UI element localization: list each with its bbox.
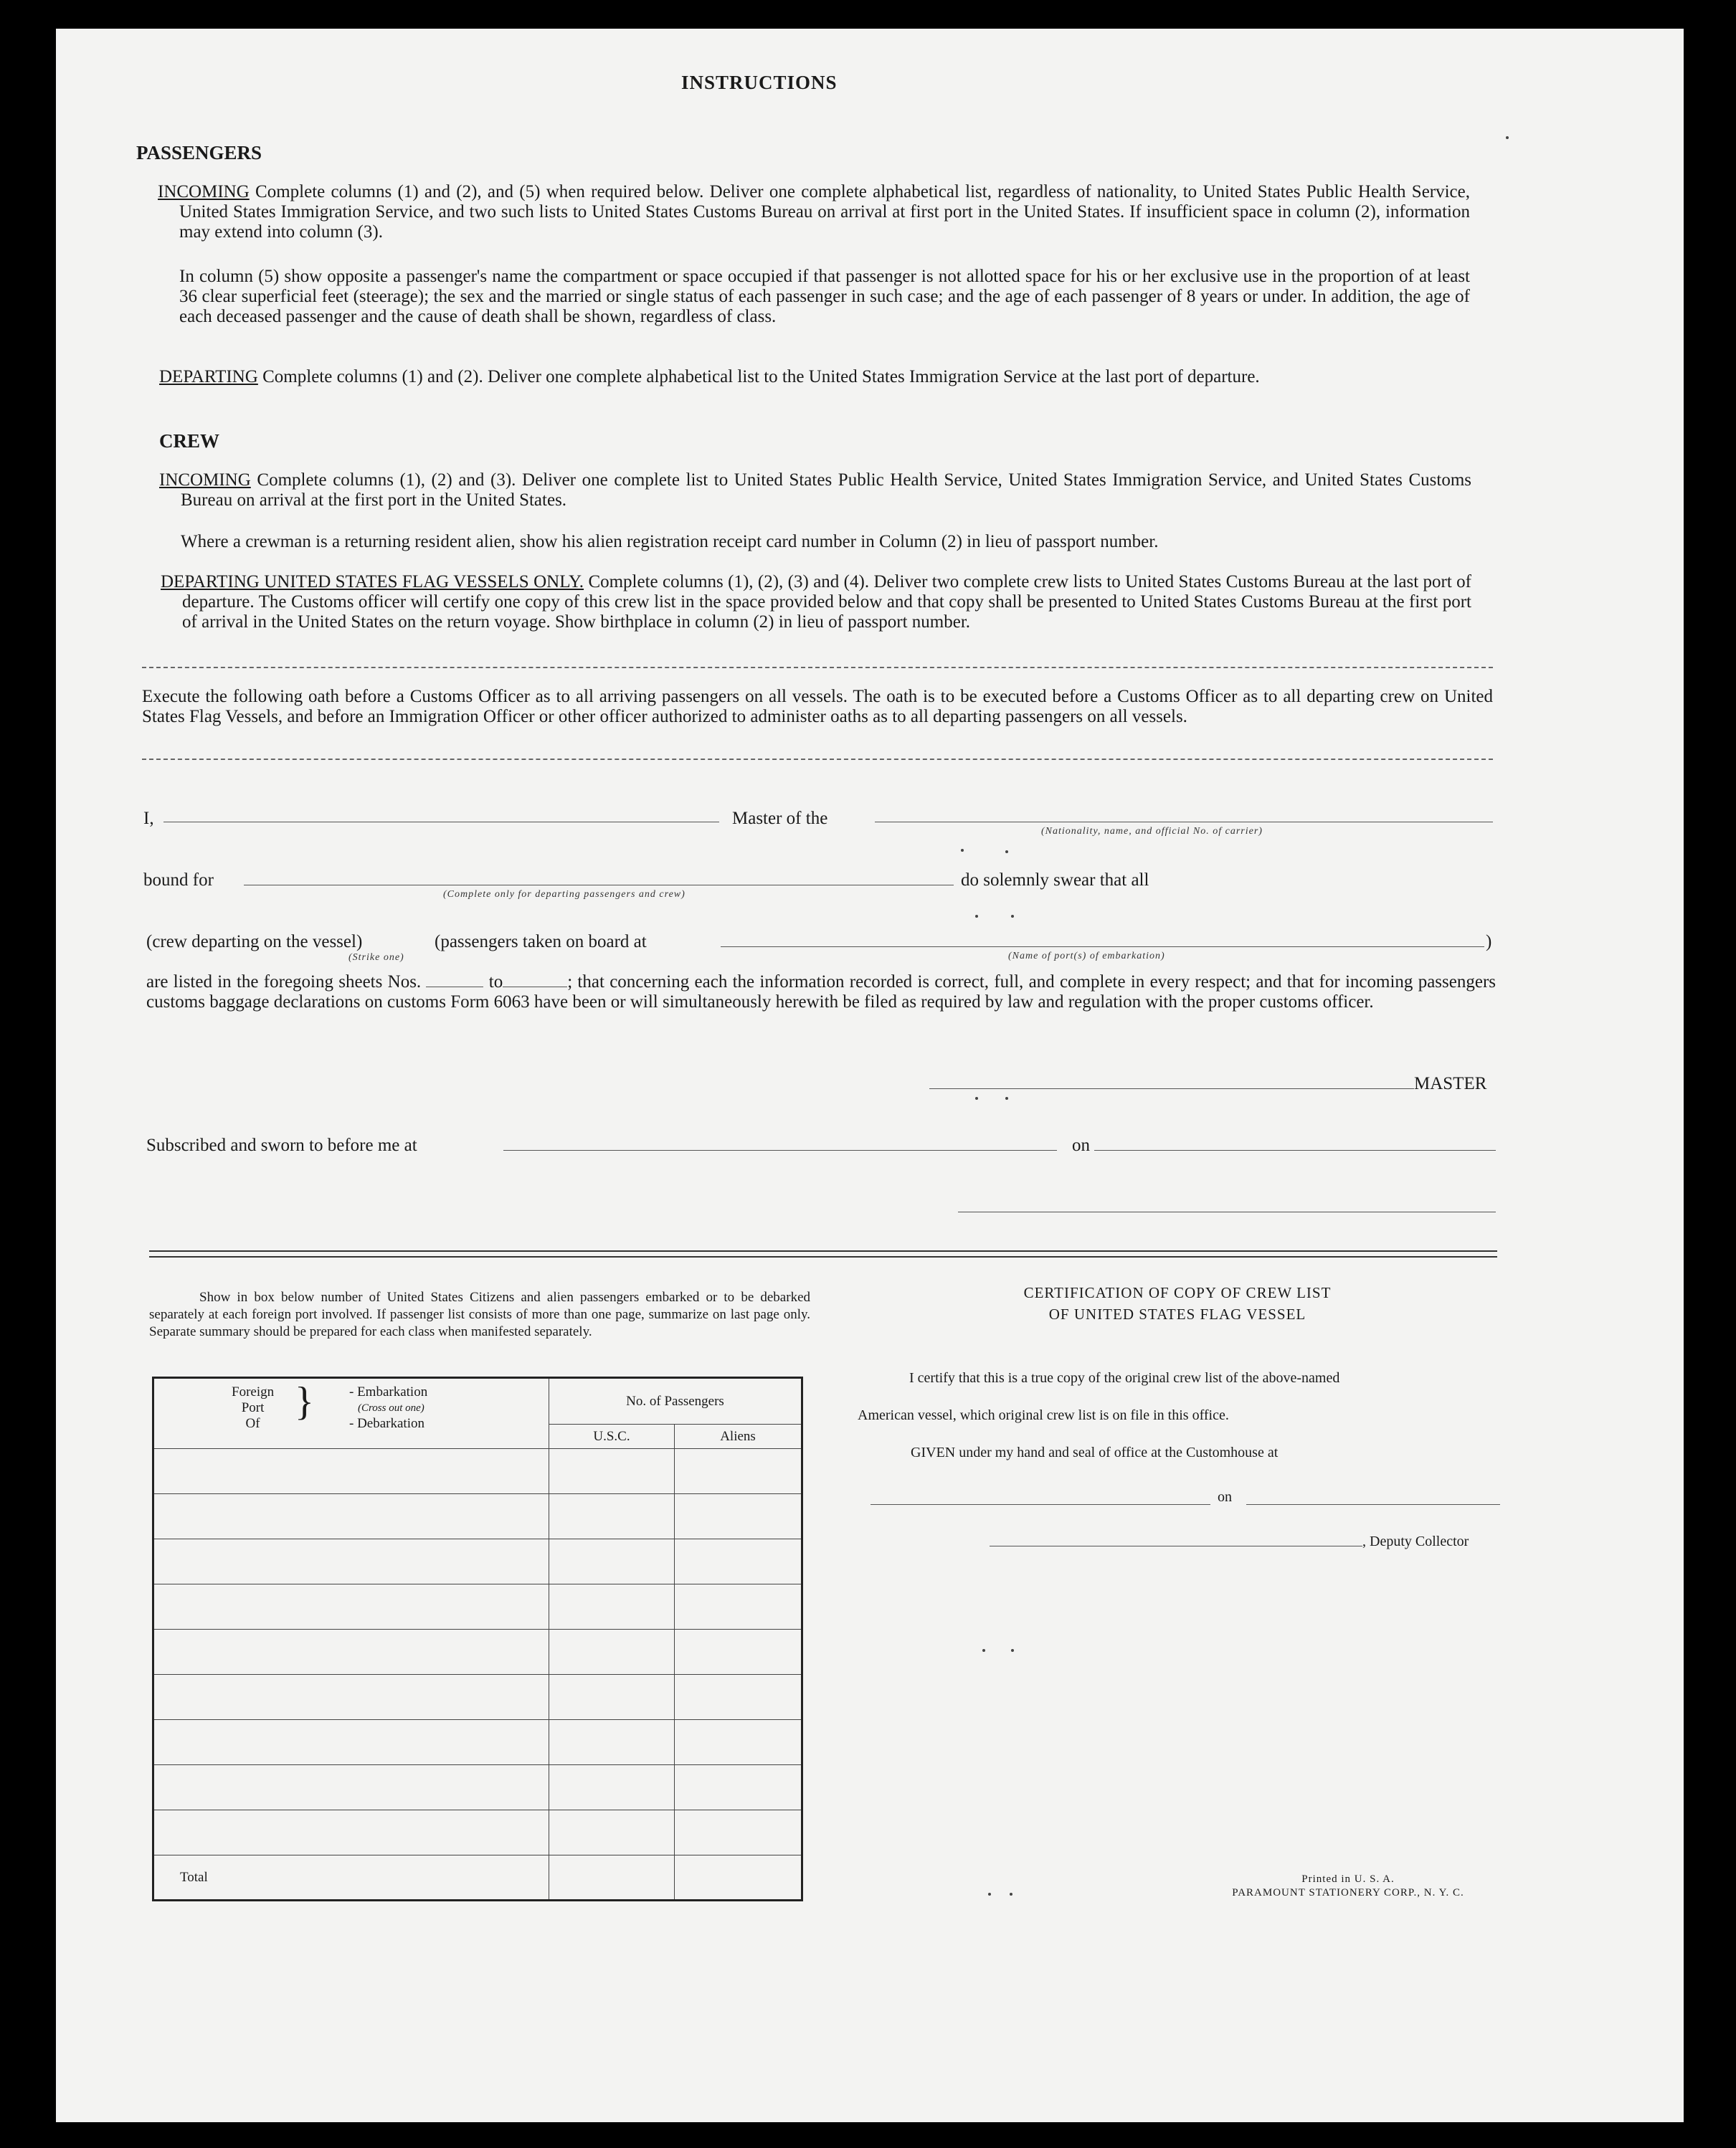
- deputy-collector-label: , Deputy Collector: [1362, 1534, 1469, 1549]
- speck: [1506, 136, 1509, 139]
- oath-i-label: I,: [143, 809, 154, 828]
- speck: [975, 915, 978, 918]
- aliens-total-cell[interactable]: [675, 1855, 802, 1901]
- aliens-cell[interactable]: [675, 1675, 802, 1720]
- usc-cell[interactable]: [549, 1765, 675, 1810]
- crew-heading: CREW: [159, 430, 220, 452]
- aliens-cell[interactable]: [675, 1494, 802, 1539]
- usc-cell[interactable]: [549, 1449, 675, 1494]
- strike-one-caption: (Strike one): [348, 952, 404, 963]
- aliens-cell[interactable]: [675, 1720, 802, 1765]
- embark-debark-options[interactable]: - Embarkation (Cross out one) - Debarkation: [349, 1384, 428, 1431]
- speck: [1005, 850, 1008, 853]
- listed-text-1: are listed in the foregoing sheets Nos.: [146, 972, 422, 992]
- passengers-departing-text: Complete columns (1) and (2). Deliver one complete alphabetical list to the United States Immigration Service at the last port of departure.: [257, 367, 1260, 386]
- port-cell[interactable]: [153, 1765, 549, 1810]
- speck: [1010, 1893, 1012, 1896]
- double-rule-top: [149, 1250, 1497, 1252]
- summary-instructions: Show in box below number of United States Citizens and alien passengers embarked or to be debarked separately at each foreign port involved. If passenger list consists of more than one page, summarize on last page only. Separate summary should be prepared for each class when manifested separately.: [149, 1290, 810, 1339]
- aliens-cell[interactable]: [675, 1630, 802, 1675]
- crew-departing-text: Complete columns (1), (2), (3) and (4). Deliver two complete crew lists to United States Customs Bureau at the last port of departure. The Customs officer will certify one copy of this crew list in the space provided below and that copy shall be presented to United States Customs Bureau at the first port of arrival in the United States on the return voyage. Show birthplace in column (2) in lieu of passport number.: [182, 572, 1471, 632]
- divider: [142, 667, 1493, 668]
- speck: [975, 1097, 978, 1100]
- passenger-summary-table: [152, 1377, 803, 1901]
- customhouse-field[interactable]: [871, 1504, 1210, 1505]
- given-text: GIVEN under my hand and seal of office at the Customhouse at: [911, 1445, 1279, 1460]
- sworn-date-field[interactable]: [1094, 1150, 1496, 1151]
- usc-cell[interactable]: [549, 1584, 675, 1630]
- master-of-the-label: Master of the: [732, 809, 828, 828]
- certify-text-1: I certify that this is a true copy of the original crew list of the above-named: [909, 1370, 1340, 1386]
- sworn-location-field[interactable]: [503, 1150, 1057, 1151]
- usc-header: U.S.C.: [549, 1425, 675, 1449]
- passengers-departing-label: DEPARTING: [159, 367, 258, 386]
- port-cell[interactable]: [153, 1630, 549, 1675]
- master-signature-field[interactable]: [929, 1088, 1414, 1089]
- no-of-passengers-header: No. of Passengers: [549, 1378, 802, 1425]
- foreign-port-header: [153, 1378, 549, 1449]
- usc-cell[interactable]: [549, 1494, 675, 1539]
- speck: [1011, 915, 1014, 918]
- port-cell[interactable]: [153, 1810, 549, 1855]
- double-rule-bottom: [149, 1256, 1497, 1258]
- passengers-heading: PASSENGERS: [136, 142, 262, 163]
- passengers-incoming-instructions: [158, 182, 1470, 242]
- usc-total-cell[interactable]: [549, 1855, 675, 1901]
- aliens-cell[interactable]: [675, 1810, 802, 1855]
- crewman-instructions: Where a crewman is a returning resident alien, show his alien registration receipt card number in Column (2) in lieu of passport number.: [181, 532, 1159, 551]
- speck: [982, 1649, 985, 1652]
- aliens-cell[interactable]: [675, 1765, 802, 1810]
- bound-for-label: bound for: [143, 870, 214, 890]
- aliens-cell[interactable]: [675, 1449, 802, 1494]
- speck: [961, 849, 964, 852]
- usc-cell[interactable]: [549, 1539, 675, 1584]
- crew-departing-label: DEPARTING UNITED STATES FLAG VESSELS ONLY.: [161, 572, 584, 591]
- aliens-cell[interactable]: [675, 1539, 802, 1584]
- oath-intro: Execute the following oath before a Customs Officer as to all arriving passengers on all vessels. The oath is to be executed before a Customs Officer as to all departing crew on United States Flag Vessels, and before an Immigration Officer or other officer authorized to administer oaths as to all departing passengers on all vessels.: [142, 687, 1493, 726]
- port-cell[interactable]: [153, 1449, 549, 1494]
- crew-incoming-text: Complete columns (1), (2) and (3). Deliver one complete list to United States Public Health Service, United States Immigration Service, and United States Customs Bureau on arrival at the first port in the United States.: [181, 470, 1471, 510]
- crew-departing-option[interactable]: (crew departing on the vessel): [146, 932, 363, 951]
- crew-departing-instructions: [161, 572, 1471, 632]
- embarkation-ports-field[interactable]: [721, 946, 1484, 947]
- subscribed-label: Subscribed and sworn to before me at: [146, 1136, 417, 1155]
- speck: [1005, 1097, 1008, 1100]
- sworn-on-label: on: [1072, 1136, 1090, 1155]
- aliens-header: Aliens: [675, 1425, 802, 1449]
- carrier-caption: (Nationality, name, and official No. of carrier): [1041, 826, 1263, 837]
- bound-for-caption: (Complete only for departing passengers and crew): [443, 889, 686, 900]
- passengers-incoming-text: Complete columns (1) and (2), and (5) when required below. Deliver one complete alphabetical list, regardless of nationality, to United States Public Health Service, United States Immigration Service, and two such lists to United States Customs Bureau on arrival at first port in the United States. If insufficient space in column (2), information may extend into column (3).: [179, 182, 1470, 242]
- passengers-taken-option[interactable]: (passengers taken on board at: [435, 932, 647, 951]
- crew-incoming-label: INCOMING: [159, 470, 251, 490]
- usc-cell[interactable]: [549, 1720, 675, 1765]
- port-cell[interactable]: [153, 1720, 549, 1765]
- certification-on-label: on: [1218, 1489, 1232, 1505]
- brace: }: [295, 1379, 314, 1424]
- listed-to-label: to: [488, 972, 503, 992]
- printer-imprint: Printed in U. S. A. PARAMOUNT STATIONERY CORP., N. Y. C.: [1232, 1873, 1464, 1898]
- page-title: INSTRUCTIONS: [681, 72, 838, 93]
- swear-label: do solemnly swear that all: [961, 870, 1149, 890]
- listed-sheets-statement: [146, 972, 1496, 1012]
- close-paren: ): [1486, 932, 1492, 951]
- usc-cell[interactable]: [549, 1675, 675, 1720]
- crew-incoming-instructions: [159, 470, 1471, 510]
- speck: [988, 1893, 991, 1896]
- speck: [1011, 1649, 1014, 1652]
- port-cell[interactable]: [153, 1584, 549, 1630]
- aliens-cell[interactable]: [675, 1584, 802, 1630]
- passengers-departing-instructions: [159, 367, 1470, 387]
- port-cell[interactable]: [153, 1494, 549, 1539]
- port-cell[interactable]: [153, 1539, 549, 1584]
- master-label: MASTER: [1414, 1074, 1487, 1093]
- column5-instructions: In column (5) show opposite a passenger's name the compartment or space occupied if that passenger is not allotted space for his or her exclusive use in the proportion of at least 36 clear superficial feet (steerage); the sex and the married or single status of each passenger in such case; and the age of each passenger of 8 years or under. In addition, the age of each deceased passenger and the cause of death shall be shown, regardless of class.: [179, 267, 1470, 326]
- port-cell[interactable]: [153, 1675, 549, 1720]
- listed-text-2: ; that concerning each the information recorded is correct, full, and complete in every respect; and that for incoming passengers customs baggage declarations on customs Form 6063 have been or will simultaneously herewith be filed as required by law and regulation with the proper customs officer.: [146, 972, 1496, 1012]
- certify-text-2: American vessel, which original crew list is on file in this office.: [858, 1407, 1229, 1423]
- ports-caption: (Name of port(s) of embarkation): [1008, 951, 1165, 961]
- divider: [142, 759, 1493, 760]
- certification-heading: CERTIFICATION OF COPY OF CREW LIST OF UNITED STATES FLAG VESSEL: [1023, 1284, 1332, 1323]
- usc-cell[interactable]: [549, 1810, 675, 1855]
- certification-date-field[interactable]: [1246, 1504, 1500, 1505]
- passengers-incoming-label: INCOMING: [158, 182, 250, 201]
- total-label: Total: [153, 1855, 549, 1901]
- usc-cell[interactable]: [549, 1630, 675, 1675]
- foreign-port-of-label: Foreign Port Of: [232, 1384, 275, 1431]
